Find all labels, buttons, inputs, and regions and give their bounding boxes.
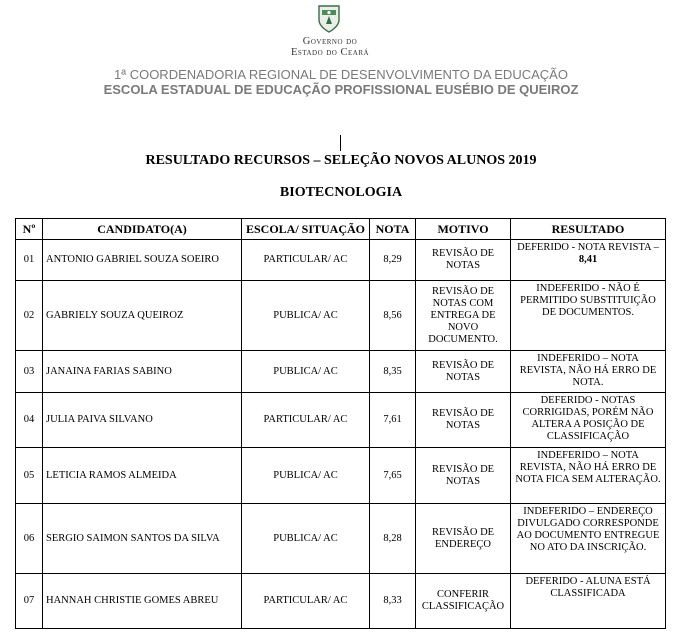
cell-candidate: LETICIA RAMOS ALMEIDA xyxy=(43,448,242,504)
cell-result: INDEFERIDO – NOTA REVISTA, NÃO HÁ ERRO DE NOTA. xyxy=(511,351,666,393)
cell-result: DEFERIDO - NOTAS CORRIGIDAS, PORÉM NÃO ALTERA A POSIÇÃO DE CLASSIFICAÇÃO xyxy=(511,393,666,448)
cell-reason: REVISÃO DE NOTAS xyxy=(416,240,511,281)
cell-candidate: SERGIO SAIMON SANTOS DA SILVA xyxy=(43,504,242,574)
header-grade: NOTA xyxy=(370,219,416,240)
cell-candidate: JULIA PAIVA SILVANO xyxy=(43,393,242,448)
cell-grade: 7,61 xyxy=(370,393,416,448)
result-revised-grade: 8,41 xyxy=(578,254,598,265)
table-row xyxy=(16,574,666,629)
cell-school: PUBLICA/ AC xyxy=(242,281,370,351)
cell-result: INDEFERIDO - NÃO É PERMITIDO SUBSTITUIÇÃO DE DOCUMENTOS. xyxy=(511,281,666,351)
cell-grade: 8,28 xyxy=(370,504,416,574)
cell-grade: 8,56 xyxy=(370,281,416,351)
cell-result: INDEFERIDO – ENDEREÇO DIVULGADO CORRESPONDE AO DOCUMENTO ENTREGUE NO ATO DA INSCRIÇÃO. xyxy=(511,504,666,574)
cell-number: 07 xyxy=(16,574,43,629)
result-text: DEFERIDO - NOTA REVISTA – xyxy=(517,242,659,253)
gov-line-1: Governo do xyxy=(302,36,358,47)
text-cursor xyxy=(340,135,341,151)
institution-line-2: ESCOLA ESTADUAL DE EDUCAÇÃO PROFISSIONAL EUSÉBIO DE QUEIROZ xyxy=(103,82,579,97)
course-title: BIOTECNOLOGIA xyxy=(279,185,403,200)
table-row xyxy=(16,393,666,448)
cell-school: PARTICULAR/ AC xyxy=(242,393,370,448)
cell-candidate: JANAINA FARIAS SABINO xyxy=(43,351,242,393)
table-row xyxy=(16,240,666,281)
cell-number: 05 xyxy=(16,448,43,504)
header-result: RESULTADO xyxy=(511,219,666,240)
results-table xyxy=(15,218,666,629)
table-row xyxy=(16,504,666,574)
cell-number: 01 xyxy=(16,240,43,281)
cell-result xyxy=(511,240,666,281)
document-title: RESULTADO RECURSOS – SELEÇÃO NOVOS ALUNOS 2019 xyxy=(145,153,537,168)
header-reason: MOTIVO xyxy=(416,219,511,240)
cell-school: PARTICULAR/ AC xyxy=(242,240,370,281)
cell-grade: 7,65 xyxy=(370,448,416,504)
header-school: ESCOLA/ SITUAÇÃO xyxy=(242,219,370,240)
cell-reason: CONFERIR CLASSIFICAÇÃO xyxy=(416,574,511,629)
table-header-row xyxy=(16,219,666,240)
cell-number: 04 xyxy=(16,393,43,448)
cell-candidate: GABRIELY SOUZA QUEIROZ xyxy=(43,281,242,351)
gov-line-2: Estado do Ceará xyxy=(290,47,370,58)
cell-school: PUBLICA/ AC xyxy=(242,351,370,393)
cell-number: 06 xyxy=(16,504,43,574)
state-crest-icon xyxy=(317,4,341,34)
cell-candidate: ANTONIO GABRIEL SOUZA SOEIRO xyxy=(43,240,242,281)
cell-grade: 8,33 xyxy=(370,574,416,629)
table-row xyxy=(16,281,666,351)
cell-number: 03 xyxy=(16,351,43,393)
table-row xyxy=(16,448,666,504)
cell-reason: REVISÃO DE ENDEREÇO xyxy=(416,504,511,574)
institution-line-1: 1ª COORDENADORIA REGIONAL DE DESENVOLVIMENTO DA EDUCAÇÃO xyxy=(114,67,568,82)
cell-reason: REVISÃO DE NOTAS xyxy=(416,448,511,504)
cell-reason: REVISÃO DE NOTAS COM ENTREGA DE NOVO DOCUMENTO. xyxy=(416,281,511,351)
cell-result: DEFERIDO - ALUNA ESTÁ CLASSIFICADA xyxy=(511,574,666,629)
cell-grade: 8,35 xyxy=(370,351,416,393)
header-number: Nº xyxy=(16,219,43,240)
table-row xyxy=(16,351,666,393)
cell-school: PARTICULAR/ AC xyxy=(242,574,370,629)
cell-candidate: HANNAH CHRISTIE GOMES ABREU xyxy=(43,574,242,629)
header-candidate: CANDIDATO(A) xyxy=(43,219,242,240)
cell-reason: REVISÃO DE NOTAS xyxy=(416,393,511,448)
cell-grade: 8,29 xyxy=(370,240,416,281)
cell-number: 02 xyxy=(16,281,43,351)
cell-reason: REVISÃO DE NOTAS xyxy=(416,351,511,393)
cell-school: PUBLICA/ AC xyxy=(242,504,370,574)
cell-school: PUBLICA/ AC xyxy=(242,448,370,504)
cell-result: INDEFERIDO – NOTA REVISTA, NÃO HÁ ERRO DE NOTA FICA SEM ALTERAÇÃO. xyxy=(511,448,666,504)
